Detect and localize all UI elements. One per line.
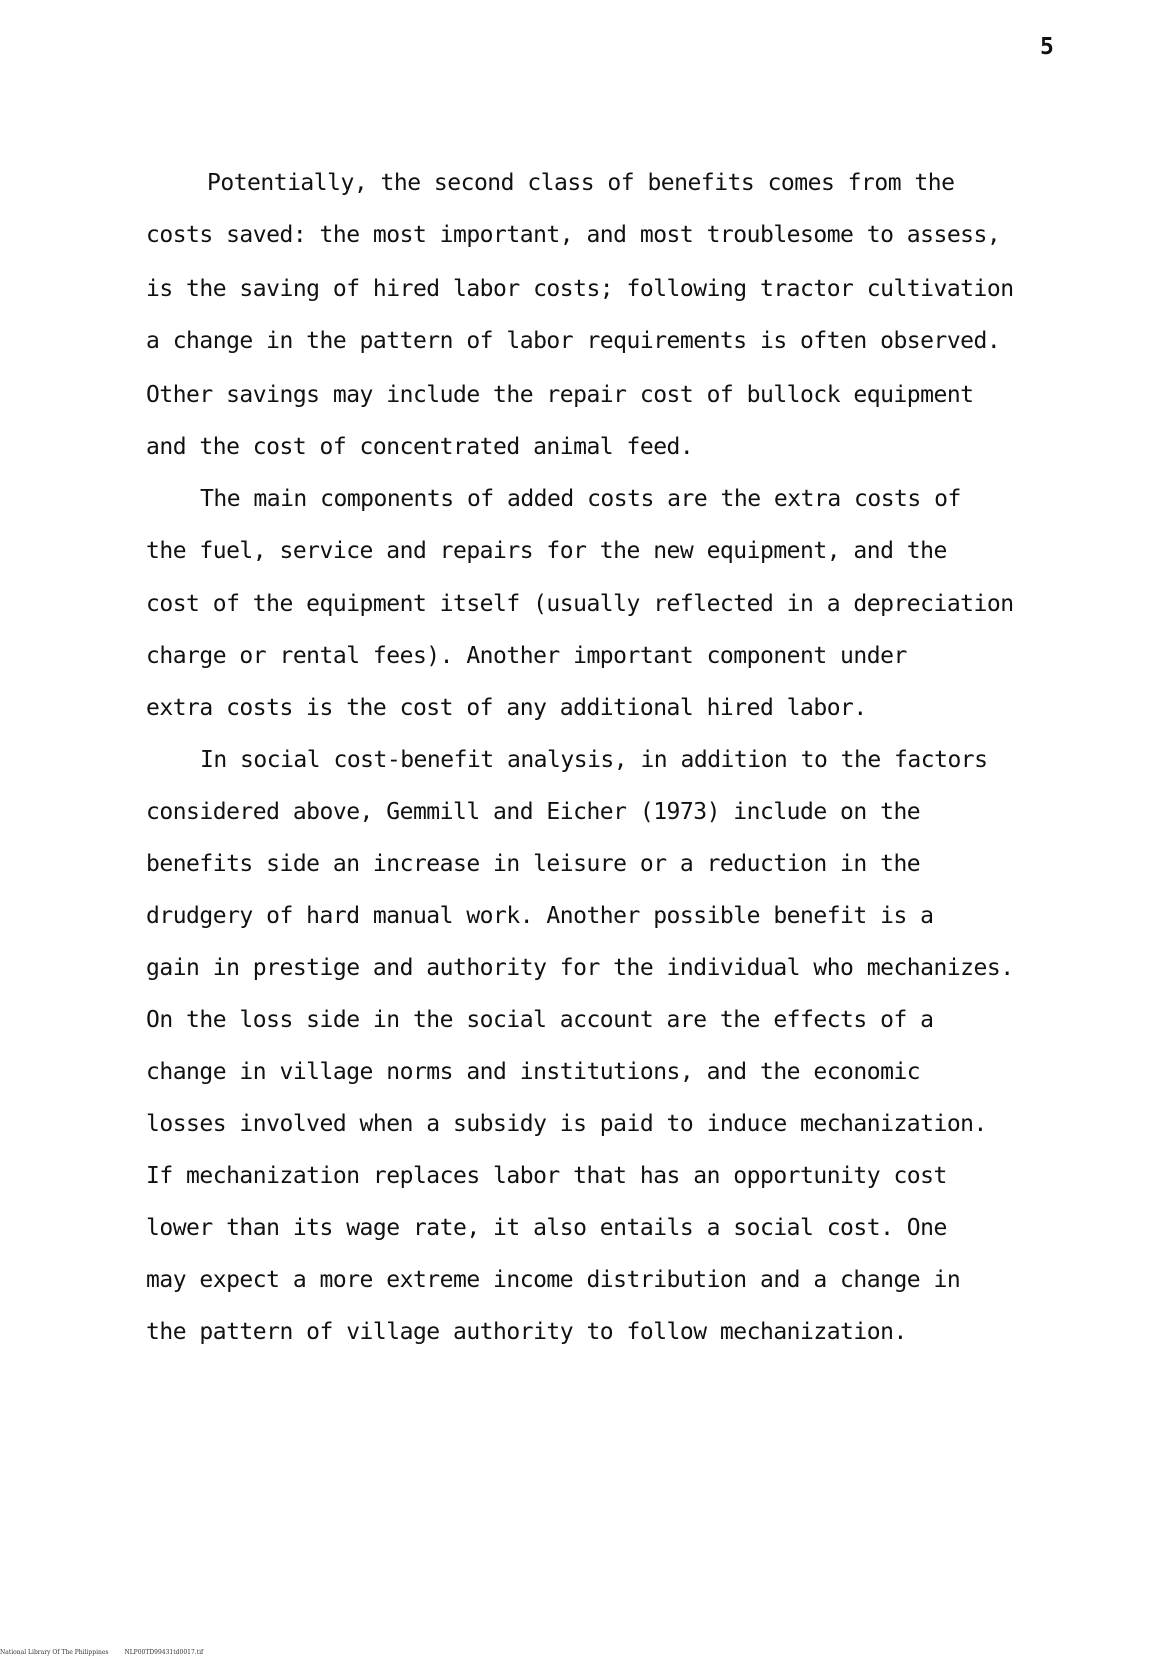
text-line: and the cost of concentrated animal feed. xyxy=(146,434,694,460)
text-line: lower than its wage rate, it also entails a social cost. One xyxy=(146,1215,947,1241)
text-line: a change in the pattern of labor requirements is often observed. xyxy=(146,328,1001,354)
text-line: The main components of added costs are the extra costs of xyxy=(200,486,961,512)
text-line: cost of the equipment itself (usually reflected in a depreciation xyxy=(146,591,1014,617)
text-line: costs saved: the most important, and most troublesome to assess, xyxy=(146,222,1001,248)
footer-library: National Library Of The Philippines xyxy=(0,1649,109,1656)
text-line: the fuel, service and repairs for the new equipment, and the xyxy=(146,538,947,564)
text-line: may expect a more extreme income distribution and a change in xyxy=(146,1267,961,1293)
text-line: If mechanization replaces labor that has an opportunity cost xyxy=(146,1163,947,1189)
footer-filename: NLP00TD99431td0017.tif xyxy=(124,1649,204,1656)
text-line: drudgery of hard manual work. Another possible benefit is a xyxy=(146,903,934,929)
text-line: benefits side an increase in leisure or a reduction in the xyxy=(146,851,921,877)
text-line: considered above, Gemmill and Eicher (1973) include on the xyxy=(146,799,921,825)
scan-footer xyxy=(0,1649,203,1656)
text-line: the pattern of village authority to follow mechanization. xyxy=(146,1319,907,1345)
text-line: In social cost-benefit analysis, in addition to the factors xyxy=(200,747,988,773)
text-line: losses involved when a subsidy is paid to induce mechanization. xyxy=(146,1111,987,1137)
text-line: is the saving of hired labor costs; following tractor cultivation xyxy=(146,276,1014,302)
text-line: Other savings may include the repair cost of bullock equipment xyxy=(146,382,974,408)
text-line: charge or rental fees). Another important component under xyxy=(146,643,907,669)
page-number: 5 xyxy=(1040,34,1054,60)
text-line: On the loss side in the social account are the effects of a xyxy=(146,1007,934,1033)
text-line: gain in prestige and authority for the individual who mechanizes. xyxy=(146,955,1014,981)
text-line: extra costs is the cost of any additional hired labor. xyxy=(146,695,867,721)
text-line: change in village norms and institutions, and the economic xyxy=(146,1059,921,1085)
text-line: Potentially, the second class of benefits comes from the xyxy=(207,170,955,196)
